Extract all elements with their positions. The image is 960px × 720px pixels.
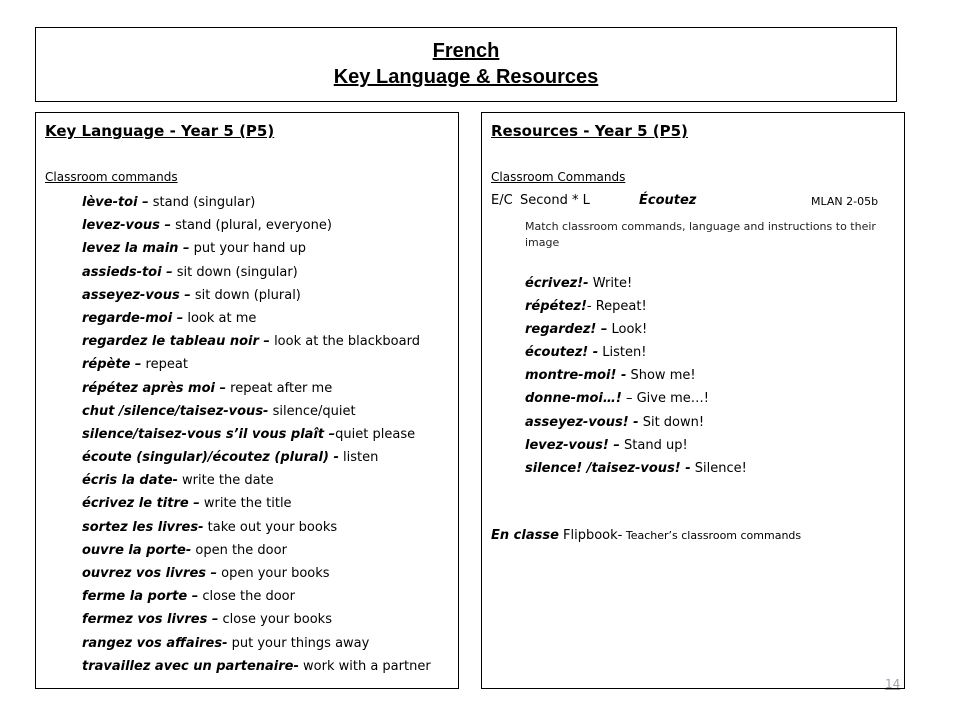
french-phrase: répète – — [82, 357, 142, 373]
command-item — [82, 423, 431, 446]
english-translation: sit down (plural) — [190, 287, 301, 303]
classroom-commands-subheading: Classroom commands — [45, 170, 178, 184]
key-language-panel — [35, 112, 459, 689]
french-phrase: chut /silence/taisez-vous- — [82, 403, 269, 419]
english-translation: open the door — [191, 542, 287, 558]
english-translation: sit down (singular) — [172, 264, 298, 280]
resource-command-list — [525, 272, 747, 480]
page-subtitle: Key Language & Resources — [333, 66, 599, 88]
resource-description: Match classroom commands, language and instructions to their image — [525, 220, 876, 249]
command-item — [82, 446, 431, 469]
english-translation: open your books — [217, 566, 330, 581]
command-item — [82, 237, 431, 260]
french-phrase: rangez vos affaires- — [82, 635, 228, 651]
french-phrase: travaillez avec un partenaire- — [82, 658, 299, 674]
resource-command-item — [525, 272, 747, 295]
english-translation: work with a partner — [298, 658, 431, 674]
english-translation: listen — [338, 450, 379, 466]
french-phrase: montre-moi! - — [525, 368, 627, 384]
command-item — [82, 377, 431, 400]
resource-name: Écoutez — [639, 193, 697, 208]
english-translation: put your things away — [227, 635, 370, 651]
command-item — [82, 632, 431, 655]
english-translation: Stand up! — [619, 437, 688, 453]
english-translation: look at the blackboard — [269, 334, 420, 350]
command-item — [82, 261, 431, 284]
resource-command-item — [525, 387, 747, 410]
english-translation: quiet please — [335, 426, 416, 442]
french-phrase: regardez! – — [525, 322, 608, 338]
english-translation: Sit down! — [638, 414, 705, 430]
french-phrase: ouvrez vos livres – — [82, 566, 218, 581]
command-item — [82, 284, 431, 307]
flipbook-description: Teacher’s classroom commands — [622, 529, 802, 542]
resource-command-item — [525, 364, 747, 387]
french-phrase: lève-toi – — [82, 195, 149, 210]
english-translation: Write! — [588, 276, 633, 291]
french-phrase: écoute (singular)/écoutez (plural) - — [82, 450, 339, 466]
french-phrase: écoutez! - — [525, 345, 599, 361]
french-phrase: écrivez!- — [525, 276, 589, 291]
resource-reference: MLAN 2-05b — [811, 195, 879, 208]
french-phrase: silence/taisez-vous s’il vous plaît – — [82, 426, 336, 442]
flipbook-title: En classe — [491, 528, 559, 543]
french-phrase: silence! /taisez-vous! - — [525, 460, 691, 476]
french-phrase: ouvre la porte- — [82, 542, 192, 558]
resources-heading: Resources - Year 5 (P5) — [491, 122, 688, 140]
resource-command-item — [525, 295, 747, 318]
english-translation: write the title — [199, 496, 292, 512]
french-phrase: ferme la porte – — [82, 589, 199, 605]
french-phrase: regarde-moi – — [82, 310, 184, 326]
english-translation: repeat after me — [226, 380, 333, 396]
command-item — [82, 655, 431, 678]
english-translation: stand (singular) — [148, 195, 256, 210]
english-translation: close your books — [218, 612, 332, 628]
french-phrase: répétez après moi – — [82, 380, 227, 396]
command-item — [82, 191, 431, 214]
resource-command-item — [525, 318, 747, 341]
french-phrase: levez la main – — [82, 241, 190, 257]
english-translation: Look! — [607, 322, 648, 338]
french-phrase: écris la date- — [82, 473, 178, 489]
resources-panel — [481, 112, 905, 689]
flipbook-line — [491, 528, 801, 543]
french-phrase: donne-moi…! — [525, 391, 622, 407]
command-item — [82, 330, 431, 353]
command-item — [82, 469, 431, 492]
english-translation: Listen! — [598, 345, 647, 361]
french-phrase: fermez vos livres – — [82, 612, 219, 628]
resources-subheading: Classroom Commands — [491, 170, 626, 184]
key-language-heading: Key Language - Year 5 (P5) — [45, 122, 275, 140]
command-item — [82, 608, 431, 631]
command-item — [82, 492, 431, 515]
command-item — [82, 353, 431, 376]
flipbook-label: Flipbook- — [558, 528, 623, 543]
command-list — [82, 191, 431, 678]
english-translation: put your hand up — [189, 241, 307, 257]
french-phrase: regardez le tableau noir – — [82, 334, 270, 350]
resource-command-item — [525, 434, 747, 457]
title-box — [35, 27, 897, 102]
command-item — [82, 307, 431, 330]
french-phrase: asseyez-vous – — [82, 287, 191, 303]
resource-command-item — [525, 457, 747, 480]
french-phrase: écrivez le titre – — [82, 496, 200, 512]
command-item — [82, 516, 431, 539]
command-item — [82, 539, 431, 562]
page-title: French — [432, 40, 500, 62]
command-item — [82, 214, 431, 237]
french-phrase: répétez! — [525, 299, 587, 315]
english-translation: Show me! — [626, 368, 696, 384]
french-phrase: assieds-toi – — [82, 264, 173, 280]
resource-code: E/C — [491, 193, 513, 208]
english-translation: look at me — [183, 310, 257, 326]
english-translation: – Give me…! — [621, 391, 709, 407]
french-phrase: levez-vous! – — [525, 437, 620, 453]
english-translation: close the door — [198, 589, 295, 605]
command-item — [82, 562, 431, 585]
page-number[interactable]: 14 — [885, 677, 901, 691]
english-translation: repeat — [141, 357, 188, 373]
resource-command-item — [525, 411, 747, 434]
english-translation: - Repeat! — [586, 299, 647, 315]
english-translation: write the date — [177, 473, 274, 489]
french-phrase: asseyez-vous! - — [525, 414, 639, 430]
english-translation: take out your books — [203, 519, 338, 535]
command-item — [82, 400, 431, 423]
french-phrase: levez-vous – — [82, 218, 171, 234]
english-translation: silence/quiet — [268, 403, 356, 419]
french-phrase: sortez les livres- — [82, 519, 204, 535]
command-item — [82, 585, 431, 608]
english-translation: stand (plural, everyone) — [170, 218, 332, 234]
resource-command-item — [525, 341, 747, 364]
english-translation: Silence! — [690, 460, 747, 476]
resource-level: Second * L — [520, 193, 590, 208]
